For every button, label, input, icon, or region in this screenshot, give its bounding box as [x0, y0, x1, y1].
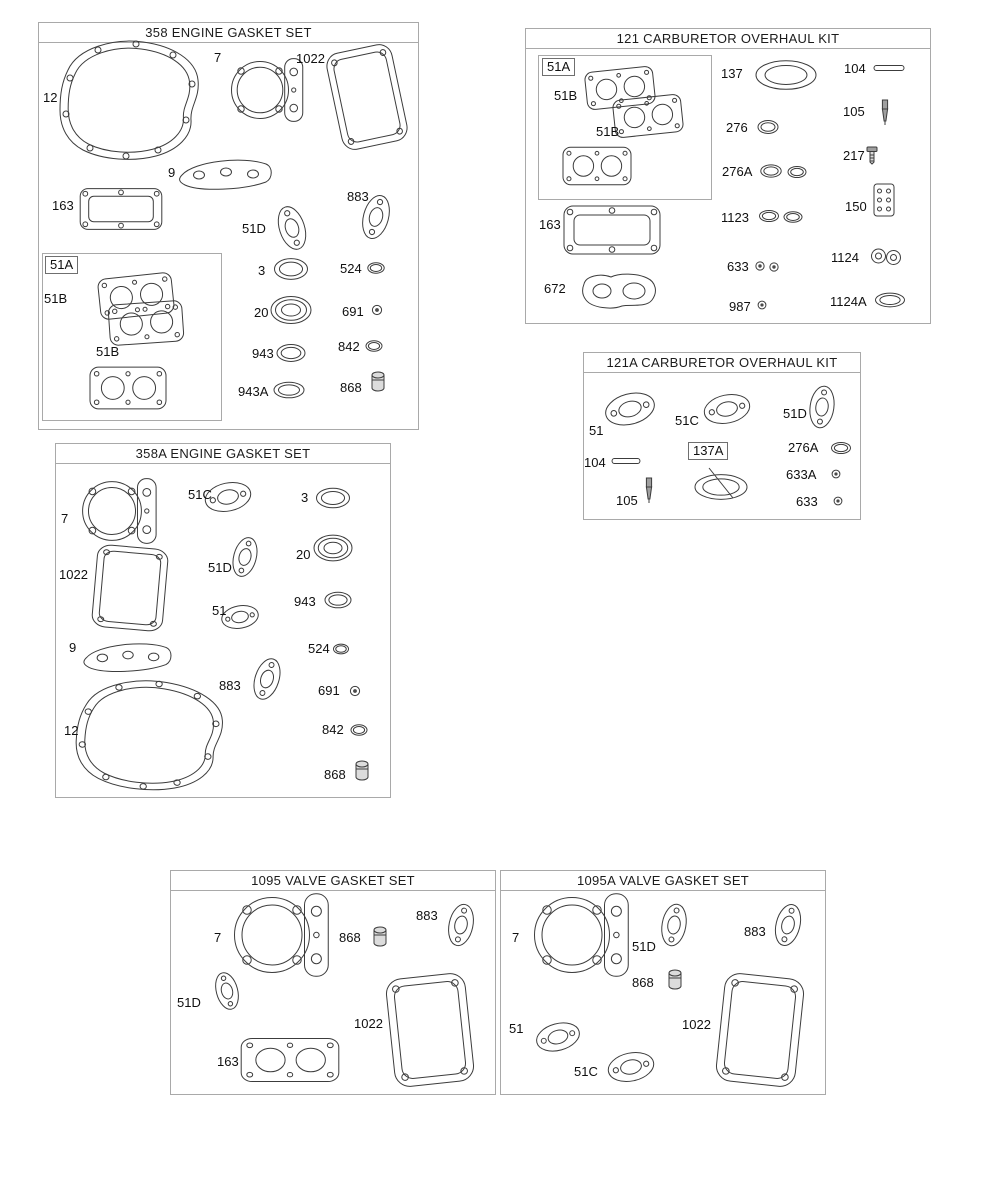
- label-1095a-51: 51: [509, 1021, 524, 1036]
- label-121-137: 137: [721, 66, 743, 81]
- label-358a-883: 883: [219, 678, 241, 693]
- label-121a-276a: 276A: [788, 440, 819, 455]
- panel-121-title: 121 CARBURETOR OVERHAUL KIT: [526, 29, 930, 49]
- label-1095-7: 7: [214, 930, 222, 945]
- label-121-1123: 1123: [721, 210, 749, 225]
- part-51d-gasket: [659, 902, 690, 947]
- part-9-intake-gasket: [84, 644, 171, 672]
- part-868-plug: [372, 372, 384, 391]
- part-51b-carb-gasket: [90, 367, 166, 409]
- art-panel-358a: [74, 479, 368, 794]
- label-1095a-51c: 51C: [574, 1064, 598, 1079]
- label-358-883: 883: [347, 189, 369, 204]
- label-358a-524: 524: [308, 641, 330, 656]
- label-358-691: 691: [342, 304, 364, 319]
- part-3-oring: [275, 259, 308, 280]
- part-883-exhaust-gasket: [249, 655, 285, 702]
- part-12-crankcase-gasket: [74, 677, 225, 793]
- label-121a-633a: 633A: [786, 467, 817, 482]
- label-358a-51c: 51C: [188, 487, 212, 502]
- part-137a-bowl-gasket: [695, 475, 747, 500]
- panel-1095a-title: 1095A VALVE GASKET SET: [501, 871, 825, 891]
- label-1095-1022: 1022: [354, 1016, 383, 1031]
- label-358-868: 868: [340, 380, 362, 395]
- part-12-crankcase-gasket: [60, 41, 198, 159]
- pointer-line-137a: [709, 468, 733, 498]
- label-358a-3: 3: [301, 490, 309, 505]
- part-1124a-oring: [876, 293, 905, 307]
- part-842-oring: [351, 725, 367, 735]
- part-105-needle-valve: [646, 478, 651, 503]
- label-121-51a-box: 51A: [542, 58, 575, 76]
- label-1095a-51d: 51D: [632, 939, 656, 954]
- part-276-oring: [758, 121, 778, 134]
- part-51c-gasket: [606, 1049, 657, 1086]
- label-358a-9: 9: [69, 640, 77, 655]
- part-105-needle-valve: [882, 100, 887, 125]
- label-121-150: 150: [845, 199, 867, 214]
- part-51-gasket: [602, 388, 658, 430]
- part-51-gasket: [533, 1018, 582, 1055]
- part-1022-cover-gasket: [715, 972, 805, 1088]
- label-358a-868: 868: [324, 767, 346, 782]
- part-1123-oring: [760, 210, 779, 221]
- label-121-1124: 1124: [831, 250, 859, 265]
- part-276a-oring: [788, 166, 806, 177]
- label-358-1022: 1022: [296, 51, 325, 66]
- part-217-screw: [867, 147, 877, 164]
- label-358a-1022: 1022: [59, 567, 88, 582]
- part-672-gasket: [583, 274, 656, 308]
- part-524-oring: [334, 644, 349, 654]
- label-1095-51d: 51D: [177, 995, 201, 1010]
- label-358-20: 20: [254, 305, 269, 320]
- label-358a-51: 51: [212, 603, 227, 618]
- label-121a-51: 51: [589, 423, 604, 438]
- part-20-seal: [271, 297, 311, 324]
- label-121-276: 276: [726, 120, 748, 135]
- label-358-51b-1: 51B: [44, 291, 68, 306]
- part-842-oring: [366, 341, 382, 351]
- label-121-105: 105: [843, 104, 865, 119]
- part-691-grommet: [350, 686, 359, 695]
- part-137-bowl-gasket: [756, 61, 816, 90]
- part-987-grommet: [758, 301, 766, 309]
- part-3-oring: [317, 488, 350, 508]
- part-163-gasket: [564, 206, 660, 254]
- part-7-head-gasket: [235, 894, 329, 977]
- part-20-seal: [314, 535, 352, 561]
- part-51d-gasket: [273, 203, 310, 253]
- part-1123-oring: [784, 212, 802, 222]
- part-276a-oring: [761, 165, 781, 177]
- label-121-1124a: 1124A: [830, 294, 867, 309]
- label-358a-12: 12: [64, 723, 79, 738]
- part-276a-oring: [832, 442, 851, 453]
- label-1095-163: 163: [217, 1054, 239, 1069]
- part-868-plug: [356, 761, 368, 780]
- label-358a-943: 943: [294, 594, 316, 609]
- label-1095a-7: 7: [512, 930, 520, 945]
- label-358-3: 3: [258, 263, 266, 278]
- part-943a-oring: [274, 382, 304, 398]
- part-104-pin: [612, 459, 640, 464]
- label-358-163: 163: [52, 198, 74, 213]
- label-121-163: 163: [539, 217, 561, 232]
- label-358a-691: 691: [318, 683, 340, 698]
- part-633-grommet: [756, 262, 764, 270]
- part-943-oring: [277, 345, 305, 362]
- label-121a-137a-box: 137A: [688, 442, 728, 460]
- part-51c-gasket: [702, 391, 753, 428]
- part-51d-gasket: [229, 535, 261, 579]
- part-104-pin: [874, 66, 904, 71]
- label-121a-51c: 51C: [675, 413, 699, 428]
- part-524-oring: [368, 263, 384, 273]
- label-358-51a-box: 51A: [45, 256, 78, 274]
- panel-121a-title: 121A CARBURETOR OVERHAUL KIT: [584, 353, 860, 373]
- part-1022-cover-gasket: [385, 972, 475, 1088]
- label-358-51b-2: 51B: [96, 344, 120, 359]
- panel-1095-title: 1095 VALVE GASKET SET: [171, 871, 495, 891]
- label-358a-20: 20: [296, 547, 311, 562]
- label-121-217: 217: [843, 148, 865, 163]
- part-883-exhaust-gasket: [445, 902, 477, 948]
- label-358-9: 9: [168, 165, 176, 180]
- label-358-943: 943: [252, 346, 274, 361]
- part-51b-carb-gasket: [108, 300, 184, 346]
- label-358-12: 12: [43, 90, 58, 105]
- part-943-oring: [325, 592, 351, 608]
- part-9-intake-gasket: [180, 160, 272, 189]
- label-121a-633: 633: [796, 494, 818, 509]
- part-7-head-gasket: [232, 59, 303, 122]
- label-1095a-868: 868: [632, 975, 654, 990]
- label-121a-51d: 51D: [783, 406, 807, 421]
- part-1022-cover-gasket: [324, 42, 409, 152]
- label-358-7: 7: [214, 50, 222, 65]
- label-121-987: 987: [729, 299, 751, 314]
- part-51d-gasket: [212, 970, 242, 1012]
- part-7-head-gasket: [83, 479, 157, 544]
- label-121-276a: 276A: [722, 164, 753, 179]
- label-358-842: 842: [338, 339, 360, 354]
- part-633a-grommet: [832, 470, 840, 478]
- part-868-plug: [374, 927, 386, 946]
- label-358a-7: 7: [61, 511, 69, 526]
- label-1095a-1022: 1022: [682, 1017, 711, 1032]
- art-panel-1095a: [533, 894, 805, 1088]
- panel-358a-title: 358A ENGINE GASKET SET: [56, 444, 390, 464]
- part-633-grommet: [834, 497, 842, 505]
- part-7-head-gasket: [535, 894, 629, 977]
- label-358-51d: 51D: [242, 221, 266, 236]
- part-163-gasket: [241, 1038, 339, 1081]
- label-358a-842: 842: [322, 722, 344, 737]
- part-150-diaphragm: [874, 184, 894, 216]
- part-51b-carb-gasket: [563, 147, 631, 184]
- part-163-gasket: [80, 189, 162, 230]
- part-51d-gasket: [807, 385, 836, 430]
- label-358-524: 524: [340, 261, 362, 276]
- label-121-51b-2: 51B: [596, 124, 620, 139]
- label-121-104: 104: [844, 61, 866, 76]
- label-121a-105: 105: [616, 493, 638, 508]
- part-1124-washers: [872, 249, 901, 265]
- part-868-plug: [669, 970, 681, 989]
- panel-358-title: 358 ENGINE GASKET SET: [39, 23, 418, 43]
- label-1095-883: 883: [416, 908, 438, 923]
- label-121a-104: 104: [584, 455, 606, 470]
- part-883-exhaust-gasket: [771, 902, 804, 948]
- label-121-672: 672: [544, 281, 566, 296]
- label-121-633: 633: [727, 259, 749, 274]
- part-691-grommet: [372, 305, 381, 314]
- part-633-grommet: [770, 263, 778, 271]
- label-121-51b-1: 51B: [554, 88, 578, 103]
- label-1095-868: 868: [339, 930, 361, 945]
- label-358-943a: 943A: [238, 384, 269, 399]
- label-1095a-883: 883: [744, 924, 766, 939]
- part-1022-cover-gasket: [91, 544, 168, 632]
- label-358a-51d: 51D: [208, 560, 232, 575]
